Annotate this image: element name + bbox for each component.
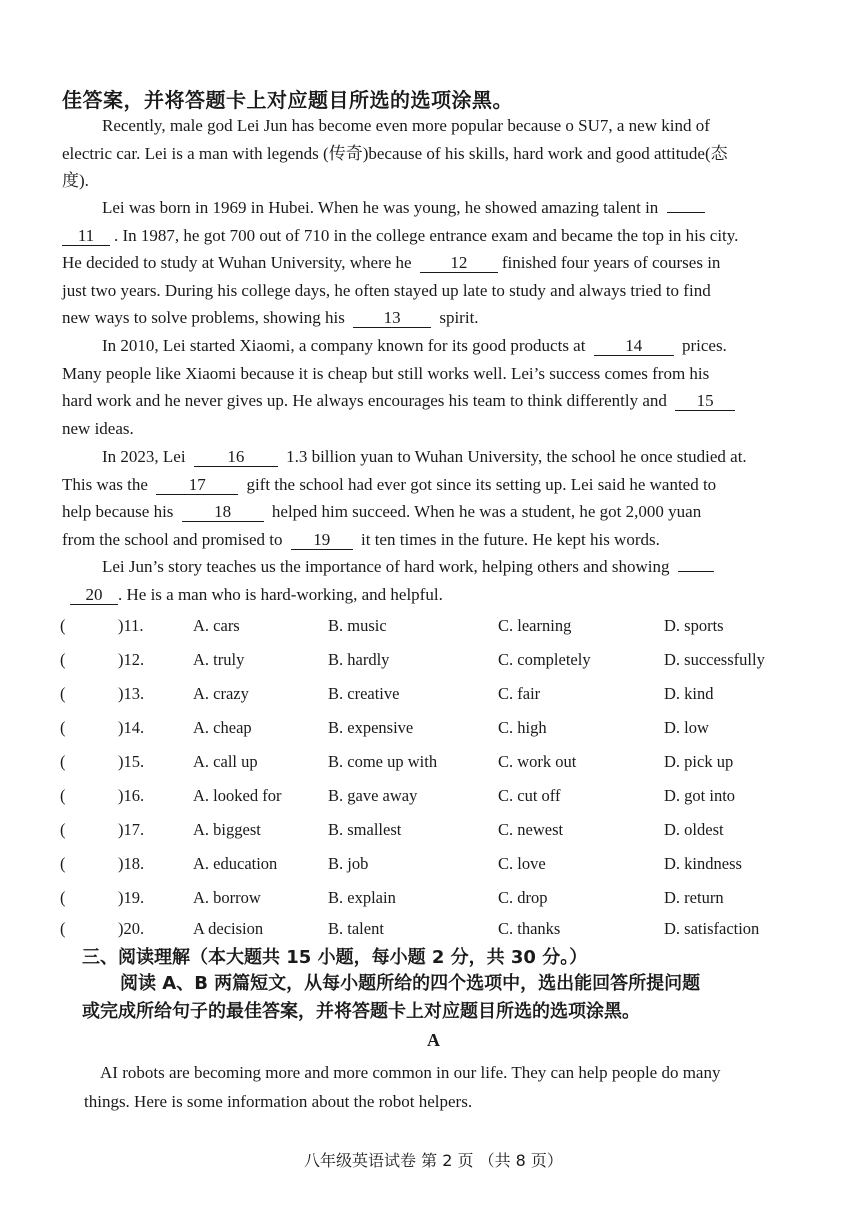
passage-label: A (427, 1030, 440, 1050)
answer-blank-18: 18 (182, 502, 264, 522)
question-row-16[interactable] (60, 782, 800, 812)
option-a: A. call up (193, 752, 258, 771)
question-row-11[interactable] (60, 612, 800, 642)
question-row-17[interactable] (60, 816, 800, 846)
answer-blank-13: 13 (353, 308, 431, 328)
text-line: new ideas. (62, 418, 134, 438)
text-line: 度). (62, 171, 89, 190)
answer-paren[interactable]: ( (60, 854, 66, 873)
answer-blank-14: 14 (594, 336, 674, 356)
question-number: )16. (118, 786, 145, 805)
option-a: A. looked for (193, 786, 282, 805)
answer-blank-20: 20 (70, 585, 118, 605)
option-b: B. job (328, 854, 369, 873)
answer-blank-11: 11 (62, 226, 110, 246)
answer-blank-19: 19 (291, 530, 353, 550)
option-a: A. truly (193, 650, 245, 669)
text-line (62, 553, 790, 581)
text-fragment: He decided to study at Wuhan University, where he (62, 253, 412, 272)
option-c: C. fair (498, 684, 541, 703)
option-b: B. smallest (328, 820, 402, 839)
option-c: C. drop (498, 888, 548, 907)
option-a: A. borrow (193, 888, 261, 907)
question-number: )11. (118, 616, 144, 635)
text-fragment: . In 1987, he got 700 out of 710 in the college entrance exam and became the top in his city. (114, 225, 739, 245)
answer-paren[interactable]: ( (60, 718, 66, 737)
text-fragment: In 2023, Lei (102, 447, 186, 466)
question-row-15[interactable] (60, 748, 800, 778)
passage-paragraph-4 (62, 443, 790, 553)
text-line (62, 387, 790, 415)
option-c: C. completely (498, 650, 591, 669)
answer-paren[interactable]: ( (60, 820, 66, 839)
passage-paragraph-3 (62, 332, 790, 442)
text-fragment: from the school and promised to (62, 529, 283, 549)
text-line (62, 222, 790, 250)
text-line (62, 498, 790, 526)
instruction-line: 阅读 A、B 两篇短文，从每小题所给的四个选项中，选出能回答所提问题 (120, 973, 701, 994)
answer-blank-12: 12 (420, 253, 498, 273)
option-a: A. crazy (193, 684, 249, 703)
answer-paren[interactable]: ( (60, 684, 66, 703)
answer-paren[interactable]: ( (60, 650, 66, 669)
option-a: A. cars (193, 616, 240, 635)
text-fragment: gift the school had ever got since its setting up. Lei said he wanted to (246, 474, 717, 494)
option-b: B. expensive (328, 718, 414, 737)
answer-blank-16: 16 (194, 447, 278, 467)
text-line: things. Here is some information about the robot helpers. (84, 1092, 473, 1111)
option-c: C. newest (498, 820, 564, 839)
text-fragment: Lei was born in 1969 in Hubei. When he was young, he showed amazing talent in (102, 198, 659, 217)
text-line (62, 304, 790, 332)
text-fragment: prices. (681, 336, 727, 355)
answer-blank-15: 15 (675, 391, 735, 411)
text-fragment: 1.3 billion yuan to Wuhan University, the school he once studied at. (286, 447, 747, 466)
text-fragment: finished four years of courses in (501, 253, 721, 272)
option-c: C. work out (498, 752, 577, 771)
question-row-18[interactable] (60, 850, 800, 880)
option-d: D. return (664, 888, 724, 907)
answer-paren[interactable]: ( (60, 888, 66, 907)
option-d: D. kind (664, 684, 714, 703)
option-a: A. education (193, 854, 278, 873)
question-row-20[interactable] (60, 915, 800, 945)
instruction-tail: 佳答案，并将答题卡上对应题目所选的选项涂黑。 (62, 88, 513, 112)
passage-paragraph-5 (62, 553, 790, 608)
answer-paren[interactable]: ( (60, 919, 66, 938)
answer-blank (678, 571, 714, 572)
option-d: D. successfully (664, 650, 765, 669)
passage-paragraph-1 (62, 112, 790, 195)
text-fragment: it ten times in the future. He kept his words. (361, 529, 660, 549)
passage-paragraph-2 (62, 194, 790, 332)
question-row-14[interactable] (60, 714, 800, 744)
question-number: )17. (118, 820, 145, 839)
passage-a-intro (84, 1058, 780, 1116)
section-title: 三、阅读理解（本大题共 15 小题，每小题 2 分，共 30 分。） (82, 947, 588, 968)
option-d: D. oldest (664, 820, 724, 839)
text-line: Recently, male god Lei Jun has become even more popular because o SU7, a new kind of (102, 116, 710, 135)
text-line (62, 249, 790, 277)
section-instructions (82, 970, 782, 1026)
text-line: AI robots are becoming more and more common in our life. They can help people do many (100, 1063, 721, 1082)
option-d: D. kindness (664, 854, 742, 873)
option-b: B. hardly (328, 650, 390, 669)
text-fragment: spirit. (439, 308, 479, 327)
text-line (62, 526, 790, 554)
option-b: B. explain (328, 888, 396, 907)
text-line (62, 194, 790, 222)
option-c: C. cut off (498, 786, 561, 805)
option-c: C. learning (498, 616, 572, 635)
text-fragment: In 2010, Lei started Xiaomi, a company known for its good products at (102, 336, 586, 355)
answer-paren[interactable]: ( (60, 786, 66, 805)
page-footer: 八年级英语试卷 第 2 页 （共 8 页） (304, 1151, 563, 1170)
text-line: just two years. During his college days, he often stayed up late to study and always tried to find (62, 280, 711, 300)
option-b: B. music (328, 616, 387, 635)
instruction-line: 或完成所给句子的最佳答案，并将答题卡上对应题目所选的选项涂黑。 (82, 1001, 640, 1022)
answer-paren[interactable]: ( (60, 616, 66, 635)
answer-blank (667, 212, 705, 213)
answer-paren[interactable]: ( (60, 752, 66, 771)
option-d: D. low (664, 718, 709, 737)
question-row-13[interactable] (60, 680, 800, 710)
question-number: )15. (118, 752, 145, 771)
question-row-19[interactable] (60, 884, 800, 914)
option-a: A. biggest (193, 820, 261, 839)
text-fragment: helped him succeed. When he was a student, he got 2,000 yuan (271, 502, 702, 521)
question-number: )20. (118, 919, 145, 938)
option-c: C. love (498, 854, 546, 873)
option-a: A decision (193, 919, 264, 938)
text-line (62, 471, 790, 499)
option-a: A. cheap (193, 718, 252, 737)
text-fragment: Lei Jun’s story teaches us the importance of hard work, helping others and showing (102, 557, 670, 576)
text-fragment: . He is a man who is hard-working, and helpful. (118, 584, 443, 604)
option-d: D. sports (664, 616, 724, 635)
question-number: )12. (118, 650, 145, 669)
option-b: B. gave away (328, 786, 418, 805)
text-line: Many people like Xiaomi because it is cheap but still works well. Lei’s success comes from his (62, 363, 710, 383)
answer-blank-17: 17 (156, 475, 238, 495)
option-d: D. pick up (664, 752, 734, 771)
question-number: )13. (118, 684, 145, 703)
text-fragment: This was the (62, 474, 148, 494)
text-line (62, 332, 790, 360)
text-fragment: help because his (62, 502, 174, 521)
option-b: B. talent (328, 919, 384, 938)
option-d: D. satisfaction (664, 919, 760, 938)
question-number: )14. (118, 718, 145, 737)
question-number: )18. (118, 854, 145, 873)
option-b: B. creative (328, 684, 400, 703)
option-c: C. high (498, 718, 547, 737)
question-number: )19. (118, 888, 145, 907)
text-line: electric car. Lei is a man with legends (传奇)because of his skills, hard work and good attitude(态 (62, 143, 728, 163)
option-d: D. got into (664, 786, 736, 805)
text-fragment: new ways to solve problems, showing his (62, 308, 345, 327)
text-line (62, 581, 790, 609)
option-c: C. thanks (498, 919, 561, 938)
text-line (62, 443, 790, 471)
text-fragment: hard work and he never gives up. He always encourages his team to think differently and (62, 391, 667, 410)
option-b: B. come up with (328, 752, 438, 771)
question-row-12[interactable] (60, 646, 800, 676)
